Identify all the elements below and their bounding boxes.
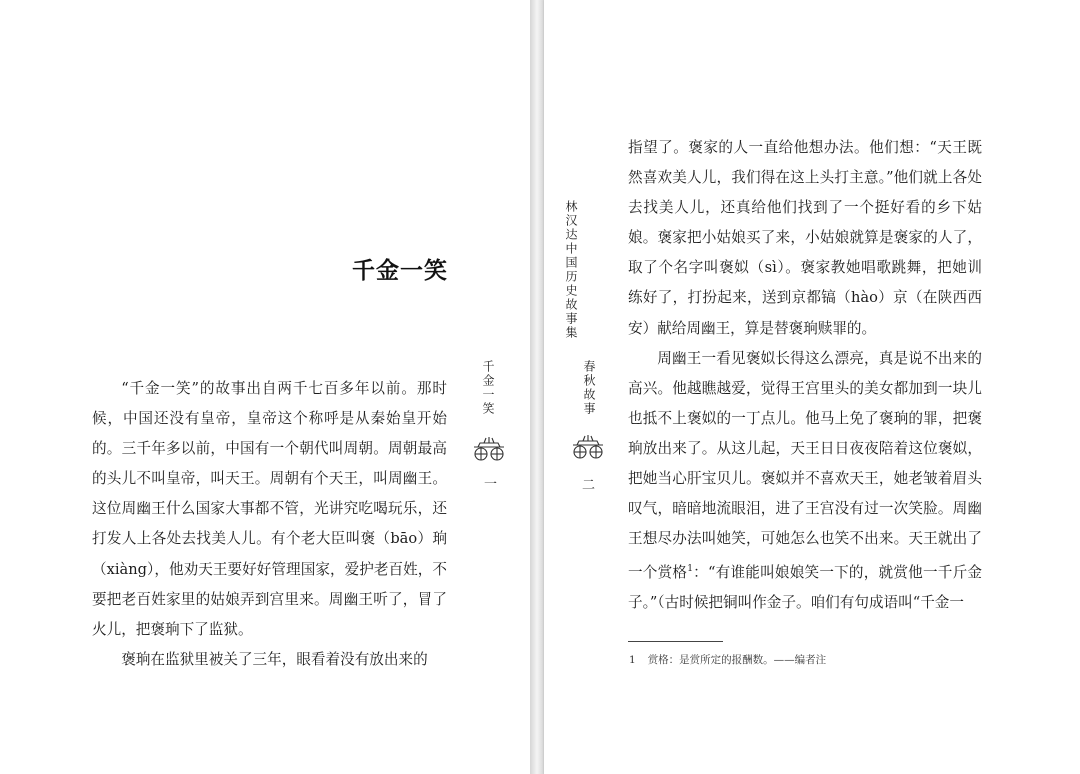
book-gutter [530,0,544,774]
running-head-section: 春秋故事 [582,360,596,416]
footnote [629,652,989,667]
paragraph-text: 周幽王一看见褒姒长得这么漂亮，真是说不出来的高兴。他越瞧越爱，觉得王宫里头的美女都加到一块儿也抵不上褒姒的一丁点儿。他马上免了褒珦的罪，把褒珦放出来了。从这儿起，天王日日夜夜陪着这位褒姒，把她当心肝宝贝儿。褒姒并不喜欢天王，她老皱着眉头叹气，暗暗地流眼泪，进了王宫没有过一次笑脸。周幽王想尽办法叫她笑，可她怎么也笑不出来。天王就出了一个赏格 [628,349,982,582]
paragraph-text: ：“有谁能叫娘娘笑一下的，就赏他一千斤金子。”（古时候把铜叫作金子。咱们有句成语叫“千金一 [628,564,982,612]
left-paragraph-1: “千金一笑”的故事出自两千七百多年以前。那时候，中国还没有皇帝，皇帝这个称呼是从秦始皇开始的。三千年多以前，中国有一个朝代叫周朝。周朝最高的头儿不叫皇帝，叫天王。周朝有个天王，叫周幽王。这位周幽王什么国家大事都不管，光讲究吃喝玩乐，还打发人上各处去找美人儿。有个老大臣叫褒（bāo）珦（xiàng），他劝天王要好好管理国家，爱护老百姓，不要把老百姓家里的姑娘弄到宫里来。周幽王听了，冒了火儿，把褒珦下了监狱。 [92,380,447,638]
page-number-right: 二 [582,478,596,493]
left-body-text [92,374,447,675]
footnote-number: 1 [629,654,636,666]
left-page [0,0,530,774]
chariot-emblem-icon [472,436,506,462]
footnote-divider [628,641,723,642]
page-number-left: 一 [484,477,498,492]
left-paragraph-2: 褒珦在监狱里被关了三年，眼看着没有放出来的 [121,650,428,668]
footnote-reference[interactable]: 1 [687,564,693,575]
right-paragraph-1: 指望了。褒家的人一直给他想办法。他们想：“天王既然喜欢美人儿，我们得在这上头打主意。”他们就上各处去找美人儿，还真给他们找到了一个挺好看的乡下姑娘。褒家把小姑娘买了来，小姑娘就算是褒家的人了，取了个名字叫褒姒（sì）。褒家教她唱歌跳舞，把她训练好了，打扮起来，送到京都镐（hào）京（在陕西西安）献给周幽王，算是替褒珦赎罪的。 [628,139,982,337]
running-head-chapter: 千金一笑 [481,360,495,416]
chariot-emblem-icon [571,434,605,460]
right-body-text [628,133,982,618]
chapter-title: 千金一笑 [352,258,448,284]
running-head-book-title: 林汉达中国历史故事集 [564,200,578,340]
right-paragraph-2 [628,344,982,619]
footnote-text: 赏格：是赏所定的报酬数。——编者注 [647,654,827,666]
